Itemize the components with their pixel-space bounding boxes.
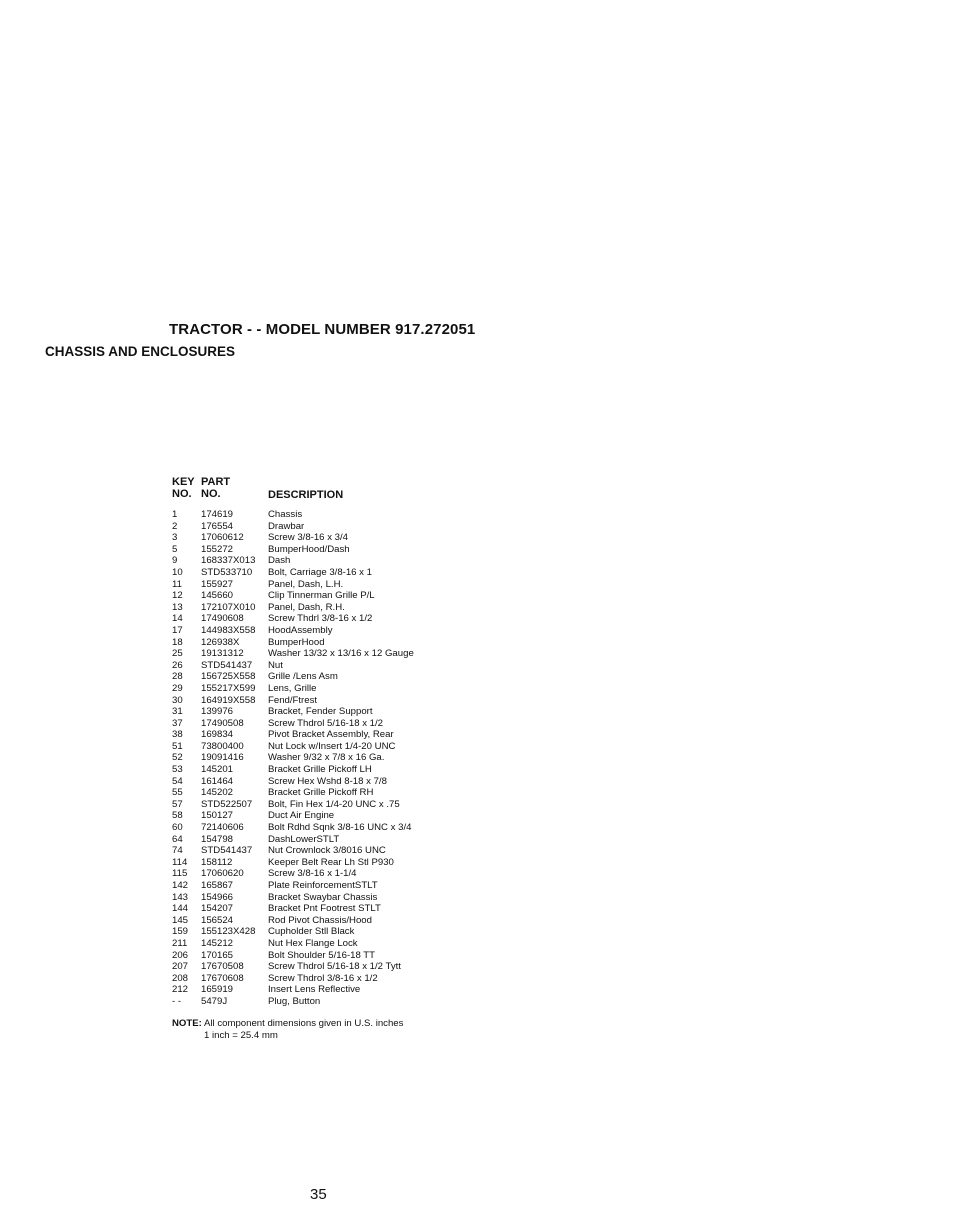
description-cell: Screw 3/8-16 x 1-1/4 — [268, 868, 357, 880]
table-row — [172, 950, 472, 962]
key-no-cell: 64 — [172, 833, 183, 845]
description-cell: Screw Hex Wshd 8-18 x 7/8 — [268, 775, 387, 787]
table-row — [172, 590, 472, 602]
key-no-cell: 29 — [172, 682, 183, 694]
section-title: CHASSIS AND ENCLOSURES — [45, 344, 236, 359]
table-row — [172, 996, 472, 1008]
key-no-cell: 206 — [172, 949, 189, 961]
description-cell: Screw Thdrol 5/16-18 x 1/2 — [268, 717, 384, 729]
key-no-cell: 143 — [172, 891, 189, 903]
description-cell: HoodAssembly — [268, 624, 333, 636]
key-no-cell: 14 — [172, 613, 183, 625]
note-text: All component dimensions given in U.S. inches — [204, 1018, 404, 1029]
parts-list — [172, 509, 472, 1008]
part-no-cell: 5479J — [201, 995, 228, 1007]
description-cell: Nut Crownlock 3/8016 UNC — [268, 845, 386, 857]
table-row — [172, 532, 472, 544]
description-cell: Screw 3/8-16 x 3/4 — [268, 532, 348, 544]
table-row — [172, 984, 472, 996]
part-no-cell: 169834 — [201, 729, 234, 741]
table-row — [172, 868, 472, 880]
key-no-cell: 38 — [172, 729, 183, 741]
key-no-cell: 18 — [172, 636, 183, 648]
table-row — [172, 671, 472, 683]
part-no-cell: 176554 — [201, 520, 234, 532]
key-no-cell: 13 — [172, 601, 183, 613]
key-no-cell: 31 — [172, 706, 183, 718]
part-no-cell: 145201 — [201, 764, 234, 776]
key-no-cell: 207 — [172, 961, 189, 973]
table-row — [172, 903, 472, 915]
description-cell: Bracket Grille Pickoff LH — [268, 764, 372, 776]
key-no-cell: 115 — [172, 868, 188, 880]
key-no-cell: - - — [172, 995, 182, 1007]
part-no-cell: 17490608 — [201, 613, 244, 625]
part-no-cell: STD541437 — [201, 659, 253, 671]
table-row — [172, 799, 472, 811]
part-no-cell: 155927 — [201, 578, 234, 590]
description-cell: Washer 9/32 x 7/8 x 16 Ga. — [268, 752, 385, 764]
description-cell: Insert Lens Reflective — [268, 984, 361, 996]
table-row — [172, 880, 472, 892]
part-no-cell: 144983X558 — [201, 624, 256, 636]
part-no-cell: 165919 — [201, 984, 234, 996]
table-row — [172, 683, 472, 695]
table-row — [172, 718, 472, 730]
description-cell: Panel, Dash, L.H. — [268, 578, 344, 590]
description-cell: Cupholder Stll Black — [268, 926, 355, 938]
description-cell: Chassis — [268, 509, 303, 520]
description-cell: Bolt, Fin Hex 1/4-20 UNC x .75 — [268, 798, 400, 810]
table-row — [172, 961, 472, 973]
key-no-cell: 12 — [172, 590, 183, 602]
part-no-cell: 17670608 — [201, 972, 244, 984]
part-no-cell: 145202 — [201, 787, 234, 799]
part-no-cell: 170165 — [201, 949, 234, 961]
description-cell: Plate ReinforcementSTLT — [268, 880, 378, 891]
key-no-cell: 57 — [172, 798, 183, 810]
part-no-cell: 155272 — [201, 543, 234, 555]
description-cell: Nut Lock w/Insert 1/4-20 UNC — [268, 740, 396, 752]
page-number: 35 — [310, 1186, 327, 1203]
part-no-cell: 168337X013 — [201, 555, 256, 567]
description-cell: Plug, Button — [268, 995, 321, 1007]
table-row — [172, 764, 472, 776]
table-row — [172, 857, 472, 869]
key-no-cell: 26 — [172, 659, 183, 671]
key-no-cell: 5 — [172, 543, 178, 555]
description-cell: Drawbar — [268, 520, 305, 532]
table-row — [172, 509, 472, 521]
table-row — [172, 695, 472, 707]
part-no-cell: 17670508 — [201, 961, 244, 973]
description-cell: Bracket Swaybar Chassis — [268, 891, 378, 903]
key-no-cell: 2 — [172, 520, 178, 532]
description-cell: Pivot Bracket Assembly, Rear — [268, 729, 394, 741]
table-row — [172, 706, 472, 718]
part-no-cell: 161464 — [201, 775, 234, 787]
description-cell: Dash — [268, 555, 291, 567]
part-no-cell: 145212 — [201, 937, 234, 949]
header-part-no — [201, 476, 230, 500]
key-no-cell: 25 — [172, 648, 183, 660]
part-no-cell: 155217X599 — [201, 682, 256, 694]
part-no-cell: 150127 — [201, 810, 234, 822]
key-no-cell: 53 — [172, 764, 183, 776]
table-row — [172, 613, 472, 625]
part-no-cell: 154207 — [201, 903, 234, 915]
table-row — [172, 567, 472, 579]
part-no-cell: 174619 — [201, 509, 234, 520]
note — [172, 1018, 403, 1030]
key-no-cell: 55 — [172, 787, 183, 799]
part-no-cell: 165867 — [201, 880, 234, 891]
part-no-cell: 156725X558 — [201, 671, 256, 683]
table-row — [172, 648, 472, 660]
description-cell: Washer 13/32 x 13/16 x 12 Gauge — [268, 648, 414, 660]
table-row — [172, 625, 472, 637]
part-no-cell: 154798 — [201, 833, 234, 845]
description-cell: Bracket, Fender Support — [268, 706, 373, 718]
table-row — [172, 892, 472, 904]
table-row — [172, 579, 472, 591]
description-cell: Lens, Grille — [268, 682, 317, 694]
header-part-line1: PART — [201, 476, 231, 488]
table-row — [172, 521, 472, 533]
part-no-cell: 156524 — [201, 914, 234, 926]
key-no-cell: 37 — [172, 717, 183, 729]
table-row — [172, 810, 472, 822]
key-no-cell: 52 — [172, 752, 183, 764]
part-no-cell: 17060612 — [201, 532, 244, 544]
table-row — [172, 544, 472, 556]
key-no-cell: 211 — [172, 937, 188, 949]
description-cell: DashLowerSTLT — [268, 833, 340, 845]
table-row — [172, 555, 472, 567]
description-cell: Bracket Grille Pickoff RH — [268, 787, 374, 799]
key-no-cell: 51 — [172, 740, 183, 752]
table-row — [172, 637, 472, 649]
part-no-cell: 154966 — [201, 891, 234, 903]
key-no-cell: 74 — [172, 845, 183, 857]
description-cell: Panel, Dash, R.H. — [268, 601, 345, 613]
page-title: TRACTOR - - MODEL NUMBER 917.272051 — [169, 321, 476, 338]
part-no-cell: 19091416 — [201, 752, 244, 764]
part-no-cell: 172107X010 — [201, 601, 256, 613]
key-no-cell: 10 — [172, 566, 183, 578]
note-label: NOTE: — [172, 1018, 202, 1029]
part-no-cell: 72140606 — [201, 822, 244, 834]
part-no-cell: 155123X428 — [201, 926, 256, 938]
table-row — [172, 973, 472, 985]
part-no-cell: 145660 — [201, 590, 234, 602]
key-no-cell: 3 — [172, 532, 178, 544]
table-row — [172, 845, 472, 857]
description-cell: Bolt, Carriage 3/8-16 x 1 — [268, 566, 372, 578]
key-no-cell: 58 — [172, 810, 183, 822]
part-no-cell: STD533710 — [201, 566, 253, 578]
description-cell: Rod Pivot Chassis/Hood — [268, 914, 372, 926]
key-no-cell: 54 — [172, 775, 183, 787]
part-no-cell: 17060620 — [201, 868, 244, 880]
table-row — [172, 787, 472, 799]
key-no-cell: 28 — [172, 671, 183, 683]
part-no-cell: 126938X — [201, 636, 240, 648]
table-row — [172, 822, 472, 834]
description-cell: Nut — [268, 659, 283, 671]
key-no-cell: 145 — [172, 914, 189, 926]
table-row — [172, 660, 472, 672]
table-row — [172, 776, 472, 788]
description-cell: Nut Hex Flange Lock — [268, 937, 358, 949]
key-no-cell: 142 — [172, 880, 189, 891]
part-no-cell: 164919X558 — [201, 694, 256, 706]
description-cell: Keeper Belt Rear Lh Stl P930 — [268, 856, 394, 868]
key-no-cell: 114 — [172, 856, 188, 868]
header-description: DESCRIPTION — [268, 489, 344, 501]
description-cell: BumperHood — [268, 636, 325, 648]
part-no-cell: 19131312 — [201, 648, 244, 660]
header-key-no — [172, 476, 195, 500]
key-no-cell: 1 — [172, 509, 178, 520]
note-conversion: 1 inch = 25.4 mm — [204, 1030, 278, 1041]
header-part-line2: NO. — [201, 488, 221, 500]
description-cell: BumperHood/Dash — [268, 543, 350, 555]
table-row — [172, 915, 472, 927]
part-no-cell: STD522507 — [201, 798, 253, 810]
description-cell: Clip Tinnerman Grille P/L — [268, 590, 375, 602]
description-cell: Screw Thdrol 5/16-18 x 1/2 Tytt — [268, 961, 401, 973]
key-no-cell: 159 — [172, 926, 189, 938]
description-cell: Bolt Rdhd Sqnk 3/8-16 UNC x 3/4 — [268, 822, 412, 834]
description-cell: Screw Thdrol 3/8-16 x 1/2 — [268, 972, 378, 984]
header-key-line2: NO. — [172, 488, 192, 500]
key-no-cell: 11 — [172, 578, 182, 590]
table-row — [172, 834, 472, 846]
table-row — [172, 938, 472, 950]
table-row — [172, 926, 472, 938]
description-cell: Grille /Lens Asm — [268, 671, 338, 683]
key-no-cell: 212 — [172, 984, 189, 996]
key-no-cell: 144 — [172, 903, 189, 915]
key-no-cell: 60 — [172, 822, 183, 834]
table-row — [172, 729, 472, 741]
key-no-cell: 208 — [172, 972, 189, 984]
part-no-cell: STD541437 — [201, 845, 253, 857]
description-cell: Bracket Pnt Footrest STLT — [268, 903, 381, 915]
description-cell: Bolt Shoulder 5/16-18 TT — [268, 949, 376, 961]
part-no-cell: 158112 — [201, 856, 233, 868]
description-cell: Fend/Ftrest — [268, 694, 318, 706]
table-row — [172, 602, 472, 614]
key-no-cell: 9 — [172, 555, 178, 567]
header-key-line1: KEY — [172, 476, 195, 488]
key-no-cell: 30 — [172, 694, 183, 706]
part-no-cell: 73800400 — [201, 740, 244, 752]
part-no-cell: 17490508 — [201, 717, 244, 729]
table-row — [172, 752, 472, 764]
description-cell: Duct Air Engine — [268, 810, 335, 822]
part-no-cell: 139976 — [201, 706, 234, 718]
key-no-cell: 17 — [172, 624, 183, 636]
table-row — [172, 741, 472, 753]
description-cell: Screw Thdrl 3/8-16 x 1/2 — [268, 613, 373, 625]
